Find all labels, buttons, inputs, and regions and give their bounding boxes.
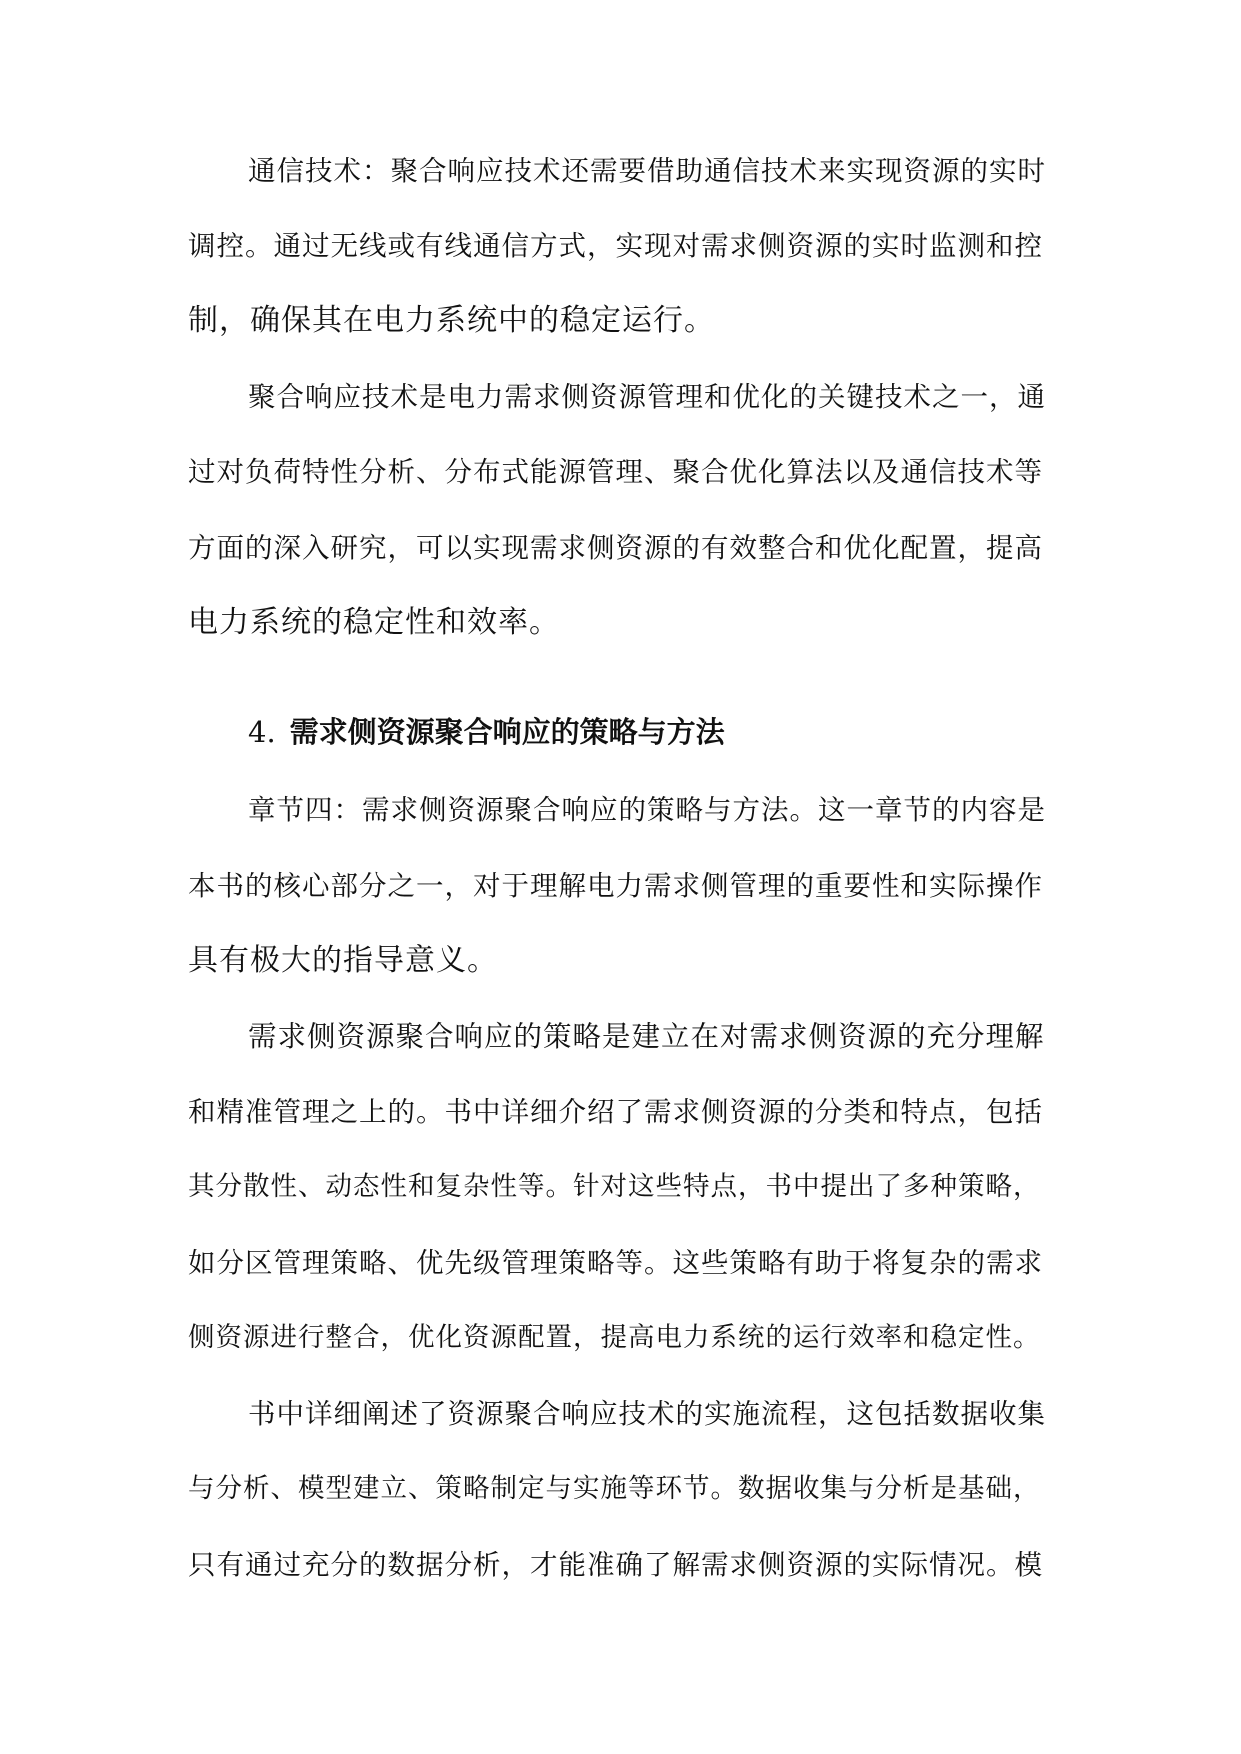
text-line: 调控。通过无线或有线通信方式，实现对需求侧资源的实时监测和控 <box>188 230 1043 262</box>
section-number: 4. <box>248 715 276 749</box>
text-line: 具有极大的指导意义。 <box>188 943 498 978</box>
text-line: 通信技术：聚合响应技术还需要借助通信技术来实现资源的实时 <box>248 155 1046 187</box>
text-line: 与分析、模型建立、策略制定与实施等环节。数据收集与分析是基础， <box>188 1473 1041 1504</box>
text-line: 聚合响应技术是电力需求侧资源管理和优化的关键技术之一，通 <box>248 381 1046 413</box>
text-line: 需求侧资源聚合响应的策略是建立在对需求侧资源的充分理解 <box>248 1020 1045 1053</box>
text-line: 和精准管理之上的。书中详细介绍了需求侧资源的分类和特点，包括 <box>188 1096 1043 1128</box>
text-line: 电力系统的稳定性和效率。 <box>188 605 560 640</box>
text-line: 只有通过充分的数据分析，才能准确了解需求侧资源的实际情况。模 <box>188 1549 1043 1581</box>
text-line: 书中详细阐述了资源聚合响应技术的实施流程，这包括数据收集 <box>248 1398 1046 1430</box>
text-line: 本书的核心部分之一，对于理解电力需求侧管理的重要性和实际操作 <box>188 870 1043 902</box>
text-line: 过对负荷特性分析、分布式能源管理、聚合优化算法以及通信技术等 <box>188 456 1043 488</box>
text-line: 其分散性、动态性和复杂性等。针对这些特点，书中提出了多种策略， <box>188 1171 1041 1202</box>
text-line: 如分区管理策略、优先级管理策略等。这些策略有助于将复杂的需求 <box>188 1247 1043 1279</box>
text-line: 侧资源进行整合，优化资源配置，提高电力系统的运行效率和稳定性。 <box>188 1322 1041 1353</box>
text-line: 方面的深入研究，可以实现需求侧资源的有效整合和优化配置，提高 <box>188 532 1043 564</box>
section-heading <box>248 712 725 752</box>
section-title: 需求侧资源聚合响应的策略与方法 <box>289 715 725 749</box>
text-line: 制，确保其在电力系统中的稳定运行。 <box>188 303 715 338</box>
text-line: 章节四：需求侧资源聚合响应的策略与方法。这一章节的内容是 <box>248 794 1046 826</box>
